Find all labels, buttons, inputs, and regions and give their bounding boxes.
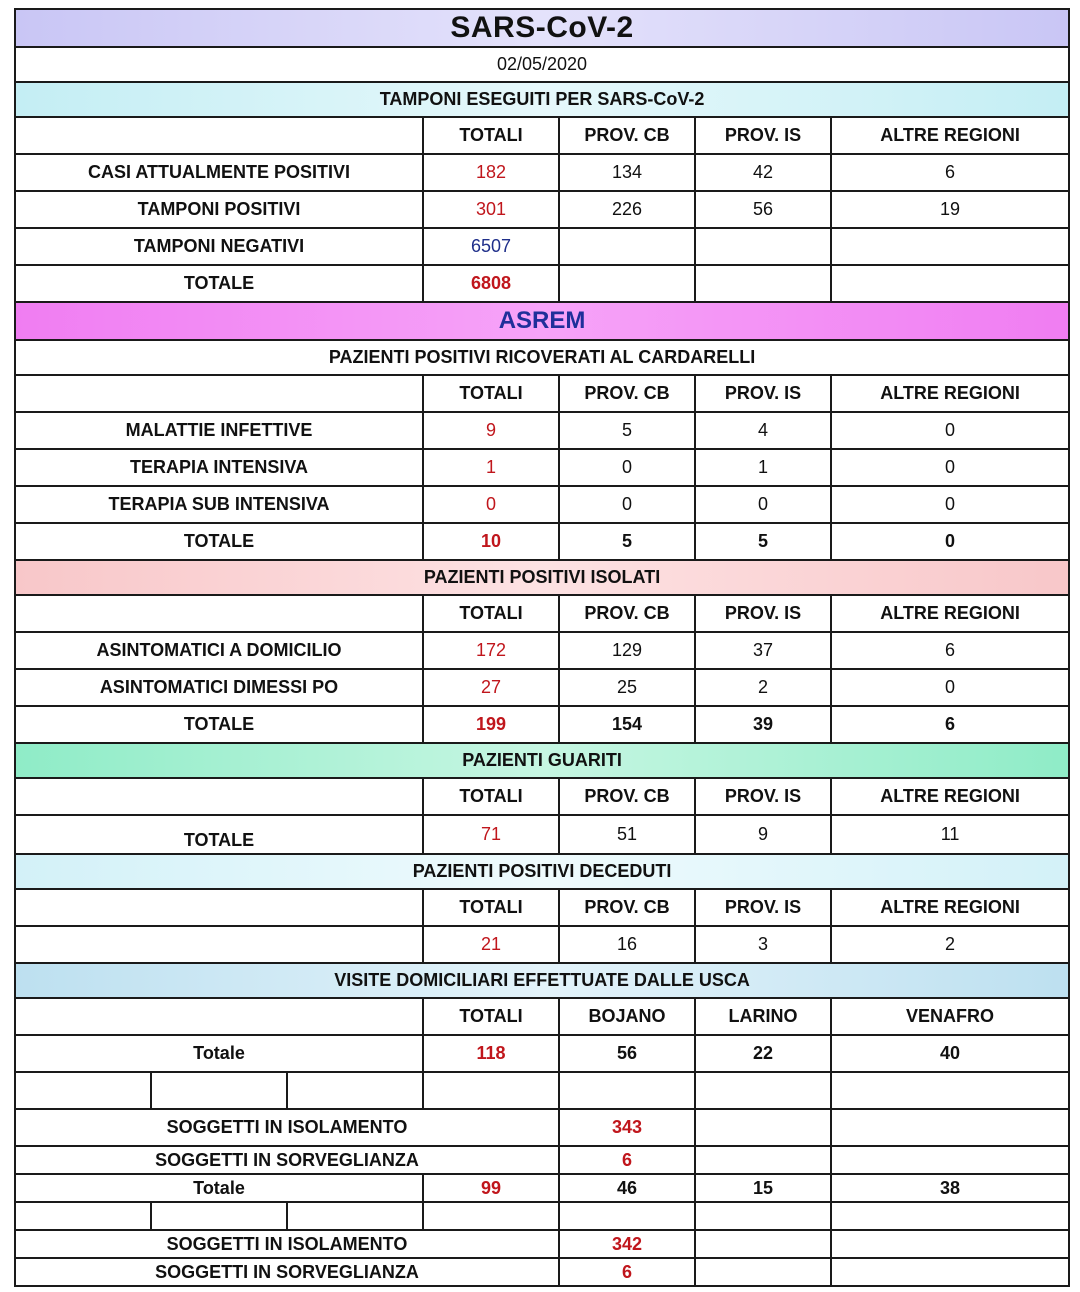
table-row: [15, 1035, 1069, 1072]
value-cell: 5: [695, 523, 831, 560]
row-label: TOTALE: [15, 523, 423, 560]
row-label: TAMPONI NEGATIVI: [15, 228, 423, 265]
empty-cell: [695, 1258, 831, 1286]
table-row: [15, 1146, 1069, 1174]
col-header: PROV. IS: [695, 778, 831, 815]
col-header: PROV. IS: [695, 595, 831, 632]
value-cell: 51: [559, 815, 695, 854]
value-cell: 6: [831, 706, 1069, 743]
value-cell: 9: [695, 815, 831, 854]
empty-cell: [695, 1109, 831, 1146]
row-label: Totale: [15, 1035, 423, 1072]
visite-heading: VISITE DOMICILIARI EFFETTUATE DALLE USCA: [15, 963, 1069, 998]
empty-cell: [423, 1072, 559, 1109]
empty-cell: [15, 778, 423, 815]
empty-cell: [15, 998, 423, 1035]
empty-cell: [831, 1230, 1069, 1258]
value-cell: [695, 228, 831, 265]
empty-cell: [831, 1072, 1069, 1109]
row-label: SOGGETTI IN SORVEGLIANZA: [15, 1146, 559, 1174]
col-header: TOTALI: [423, 595, 559, 632]
col-header: TOTALI: [423, 998, 559, 1035]
col-header: PROV. CB: [559, 889, 695, 926]
value-cell: 10: [423, 523, 559, 560]
empty-cell: [831, 1202, 1069, 1230]
col-header: ALTRE REGIONI: [831, 889, 1069, 926]
table-row: [15, 1230, 1069, 1258]
empty-cell: [15, 889, 423, 926]
row-label: TOTALE: [15, 706, 423, 743]
value-cell: 0: [831, 669, 1069, 706]
col-header: VENAFRO: [831, 998, 1069, 1035]
spacer-row: [15, 1202, 1069, 1230]
value-cell: 40: [831, 1035, 1069, 1072]
value-cell: 38: [831, 1174, 1069, 1202]
value-cell: 2: [831, 926, 1069, 963]
table-row: [15, 412, 1069, 449]
value-cell: 154: [559, 706, 695, 743]
guariti-heading: PAZIENTI GUARITI: [15, 743, 1069, 778]
table-row: [15, 154, 1069, 191]
value-cell: 5: [559, 412, 695, 449]
empty-cell: [15, 1202, 151, 1230]
col-header: TOTALI: [423, 375, 559, 412]
value-cell: 6: [831, 154, 1069, 191]
value-cell: 6: [559, 1146, 695, 1174]
empty-cell: [695, 1072, 831, 1109]
deceduti-heading: PAZIENTI POSITIVI DECEDUTI: [15, 854, 1069, 889]
col-header: PROV. CB: [559, 375, 695, 412]
value-cell: [831, 265, 1069, 302]
value-cell: 1: [423, 449, 559, 486]
empty-cell: [151, 1072, 287, 1109]
row-label: CASI ATTUALMENTE POSITIVI: [15, 154, 423, 191]
value-cell: 6: [831, 632, 1069, 669]
row-label: SOGGETTI IN ISOLAMENTO: [15, 1230, 559, 1258]
report-date: 02/05/2020: [15, 47, 1069, 82]
value-cell: 226: [559, 191, 695, 228]
value-cell: 11: [831, 815, 1069, 854]
value-cell: 5: [559, 523, 695, 560]
spacer-row: [15, 1072, 1069, 1109]
value-cell: 37: [695, 632, 831, 669]
table-row: [15, 1109, 1069, 1146]
value-cell: 25: [559, 669, 695, 706]
row-label: TERAPIA INTENSIVA: [15, 449, 423, 486]
row-label: TERAPIA SUB INTENSIVA: [15, 486, 423, 523]
col-header: ALTRE REGIONI: [831, 778, 1069, 815]
row-label: SOGGETTI IN SORVEGLIANZA: [15, 1258, 559, 1286]
value-cell: 134: [559, 154, 695, 191]
value-cell: 129: [559, 632, 695, 669]
empty-cell: [15, 595, 423, 632]
col-header: PROV. IS: [695, 375, 831, 412]
value-cell: 16: [559, 926, 695, 963]
value-cell: 46: [559, 1174, 695, 1202]
table-row: [15, 669, 1069, 706]
value-cell: 3: [695, 926, 831, 963]
empty-cell: [287, 1202, 423, 1230]
table-row: [15, 1258, 1069, 1286]
row-label: MALATTIE INFETTIVE: [15, 412, 423, 449]
empty-cell: [423, 1202, 559, 1230]
table-row: [15, 815, 1069, 854]
value-cell: 342: [559, 1230, 695, 1258]
col-header: PROV. CB: [559, 595, 695, 632]
col-header: PROV. IS: [695, 889, 831, 926]
value-cell: 182: [423, 154, 559, 191]
row-label: TAMPONI POSITIVI: [15, 191, 423, 228]
isolati-heading: PAZIENTI POSITIVI ISOLATI: [15, 560, 1069, 595]
value-cell: 0: [831, 449, 1069, 486]
col-header: BOJANO: [559, 998, 695, 1035]
value-cell: [559, 265, 695, 302]
table-row: [15, 228, 1069, 265]
col-header: TOTALI: [423, 778, 559, 815]
report-title: SARS-CoV-2: [15, 9, 1069, 47]
empty-cell: [695, 1230, 831, 1258]
value-cell: 0: [559, 486, 695, 523]
value-cell: 56: [559, 1035, 695, 1072]
empty-cell: [831, 1146, 1069, 1174]
empty-cell: [15, 1072, 151, 1109]
value-cell: 118: [423, 1035, 559, 1072]
report-table: [14, 8, 1070, 1287]
table-row: [15, 632, 1069, 669]
covid-report-sheet: [14, 8, 1068, 1287]
empty-cell: [695, 1146, 831, 1174]
ricoverati-heading: PAZIENTI POSITIVI RICOVERATI AL CARDARELLI: [15, 340, 1069, 375]
value-cell: 22: [695, 1035, 831, 1072]
value-cell: 6507: [423, 228, 559, 265]
value-cell: 0: [831, 486, 1069, 523]
empty-cell: [831, 1109, 1069, 1146]
col-header: PROV. IS: [695, 117, 831, 154]
value-cell: 99: [423, 1174, 559, 1202]
empty-cell: [559, 1072, 695, 1109]
col-header: PROV. CB: [559, 117, 695, 154]
value-cell: 39: [695, 706, 831, 743]
value-cell: 6: [559, 1258, 695, 1286]
table-row: [15, 523, 1069, 560]
table-row: [15, 1174, 1069, 1202]
table-row: [15, 486, 1069, 523]
row-label: TOTALE: [15, 815, 423, 854]
col-header: PROV. CB: [559, 778, 695, 815]
col-header: TOTALI: [423, 117, 559, 154]
empty-cell: [559, 1202, 695, 1230]
value-cell: [695, 265, 831, 302]
value-cell: 0: [559, 449, 695, 486]
value-cell: 15: [695, 1174, 831, 1202]
value-cell: 2: [695, 669, 831, 706]
row-label: ASINTOMATICI DIMESSI PO: [15, 669, 423, 706]
value-cell: 19: [831, 191, 1069, 228]
value-cell: 71: [423, 815, 559, 854]
table-row: [15, 191, 1069, 228]
row-label: Totale: [15, 1174, 423, 1202]
empty-cell: [15, 117, 423, 154]
empty-cell: [15, 375, 423, 412]
value-cell: 9: [423, 412, 559, 449]
value-cell: 42: [695, 154, 831, 191]
empty-cell: [151, 1202, 287, 1230]
value-cell: 27: [423, 669, 559, 706]
col-header: ALTRE REGIONI: [831, 375, 1069, 412]
value-cell: 0: [423, 486, 559, 523]
value-cell: 56: [695, 191, 831, 228]
value-cell: 0: [831, 412, 1069, 449]
row-label: SOGGETTI IN ISOLAMENTO: [15, 1109, 559, 1146]
empty-cell: [695, 1202, 831, 1230]
asrem-heading: ASREM: [15, 302, 1069, 340]
row-label: ASINTOMATICI A DOMICILIO: [15, 632, 423, 669]
table-row: [15, 706, 1069, 743]
empty-cell: [287, 1072, 423, 1109]
value-cell: 0: [831, 523, 1069, 560]
row-label: TOTALE: [15, 265, 423, 302]
tamponi-heading: TAMPONI ESEGUITI PER SARS-CoV-2: [15, 82, 1069, 117]
col-header: TOTALI: [423, 889, 559, 926]
value-cell: 172: [423, 632, 559, 669]
table-row: [15, 926, 1069, 963]
value-cell: [831, 228, 1069, 265]
table-row: [15, 449, 1069, 486]
empty-cell: [831, 1258, 1069, 1286]
col-header: ALTRE REGIONI: [831, 117, 1069, 154]
value-cell: 21: [423, 926, 559, 963]
value-cell: 301: [423, 191, 559, 228]
value-cell: 1: [695, 449, 831, 486]
value-cell: 4: [695, 412, 831, 449]
col-header: ALTRE REGIONI: [831, 595, 1069, 632]
value-cell: 6808: [423, 265, 559, 302]
value-cell: [559, 228, 695, 265]
value-cell: 0: [695, 486, 831, 523]
value-cell: 343: [559, 1109, 695, 1146]
value-cell: 199: [423, 706, 559, 743]
table-row: [15, 265, 1069, 302]
empty-cell: [15, 926, 423, 963]
col-header: LARINO: [695, 998, 831, 1035]
